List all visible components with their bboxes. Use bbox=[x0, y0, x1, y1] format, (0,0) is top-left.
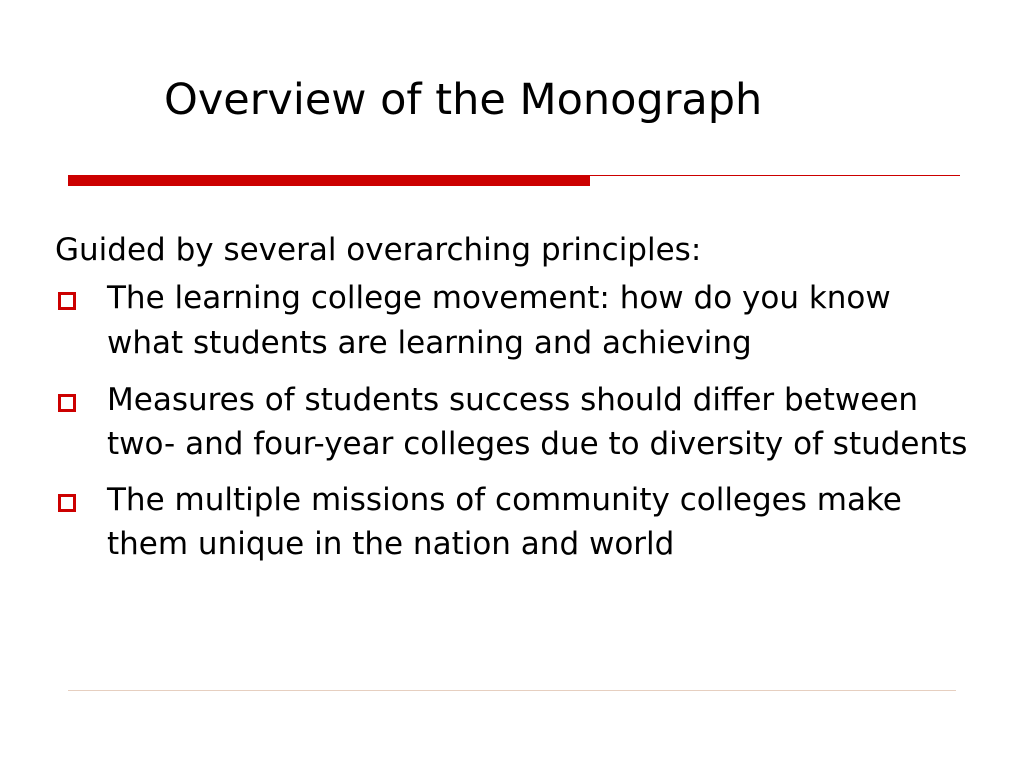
slide-title: Overview of the Monograph bbox=[164, 75, 763, 125]
bullet-item bbox=[55, 478, 975, 566]
footer-divider bbox=[68, 690, 956, 691]
title-underline-thin bbox=[590, 175, 960, 176]
bullet-item bbox=[55, 378, 975, 466]
title-underline-thick bbox=[68, 175, 590, 186]
slide-body bbox=[55, 228, 975, 578]
hollow-square-bullet-icon bbox=[58, 292, 76, 310]
hollow-square-bullet-icon bbox=[58, 494, 76, 512]
bullet-list bbox=[55, 276, 975, 566]
bullet-text: The multiple missions of community colleges make them unique in the nation and world bbox=[107, 482, 902, 562]
bullet-item bbox=[55, 276, 975, 366]
bullet-text: Measures of students success should differ between two- and four-year colleges due to diversity of students bbox=[107, 382, 968, 462]
hollow-square-bullet-icon bbox=[58, 394, 76, 412]
bullet-text: The learning college movement: how do you know what students are learning and achieving bbox=[107, 280, 891, 361]
intro-text: Guided by several overarching principles: bbox=[55, 232, 702, 268]
